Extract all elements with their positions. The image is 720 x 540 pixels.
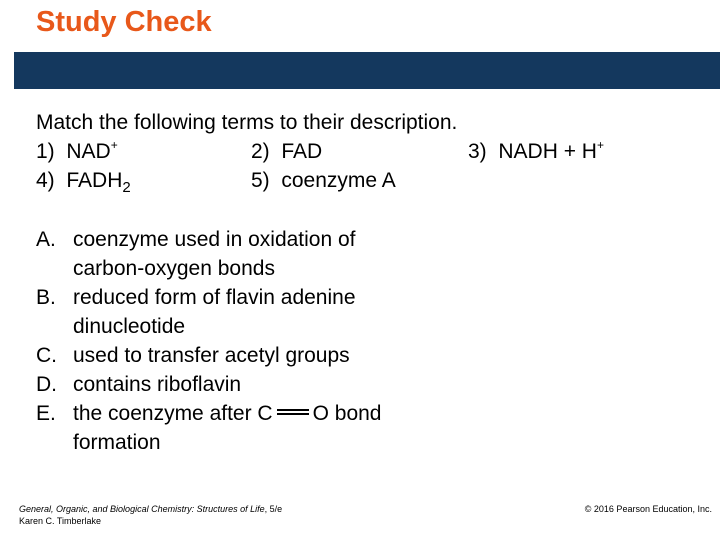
desc-b-line2: dinucleotide [73, 315, 186, 338]
term-5-num: 5) [251, 169, 270, 192]
desc-b-letter: B. [36, 286, 56, 309]
term-3 [468, 137, 604, 169]
title-band [14, 52, 720, 89]
term-4 [36, 166, 131, 197]
term-1 [36, 137, 118, 169]
double-bond-icon [277, 409, 309, 415]
term-1-sup: + [110, 138, 118, 152]
desc-e-letter: E. [36, 402, 56, 425]
term-1-num: 1) [36, 140, 55, 163]
question-prompt: Match the following terms to their description. [36, 111, 458, 134]
desc-e-pre: the coenzyme after C [73, 402, 273, 425]
desc-e-line2: formation [73, 431, 161, 454]
desc-a-line2: carbon-oxygen bonds [73, 257, 275, 280]
desc-b-line1: reduced form of flavin adenine [73, 286, 356, 309]
term-4-num: 4) [36, 169, 55, 192]
term-4-sub: 2 [122, 179, 131, 196]
footer-edition: , 5/e [264, 504, 283, 514]
desc-c-letter: C. [36, 344, 57, 367]
desc-e-post: O bond [312, 402, 382, 425]
slide-title: Study Check [36, 6, 212, 38]
term-4-base: FADH [66, 169, 123, 192]
desc-c-line1: used to transfer acetyl groups [73, 344, 350, 367]
term-3-base: NADH + H [498, 140, 597, 163]
desc-d-letter: D. [36, 373, 57, 396]
desc-a-letter: A. [36, 228, 56, 251]
term-2 [251, 137, 322, 166]
desc-d-line1: contains riboflavin [73, 373, 242, 396]
term-1-base: NAD [66, 140, 111, 163]
term-2-num: 2) [251, 140, 270, 163]
footer-citation [19, 503, 282, 527]
desc-a-line1: coenzyme used in oxidation of [73, 228, 356, 251]
term-3-num: 3) [468, 140, 487, 163]
footer-author: Karen C. Timberlake [19, 516, 102, 526]
desc-e-line1 [73, 399, 381, 428]
term-3-sup: + [596, 138, 604, 152]
term-5-base: coenzyme A [281, 169, 396, 192]
footer-copyright: © 2016 Pearson Education, Inc. [584, 504, 712, 514]
footer-book-title: General, Organic, and Biological Chemistry: Structures of Life [19, 504, 265, 514]
term-2-base: FAD [281, 140, 323, 163]
term-5 [251, 166, 396, 195]
